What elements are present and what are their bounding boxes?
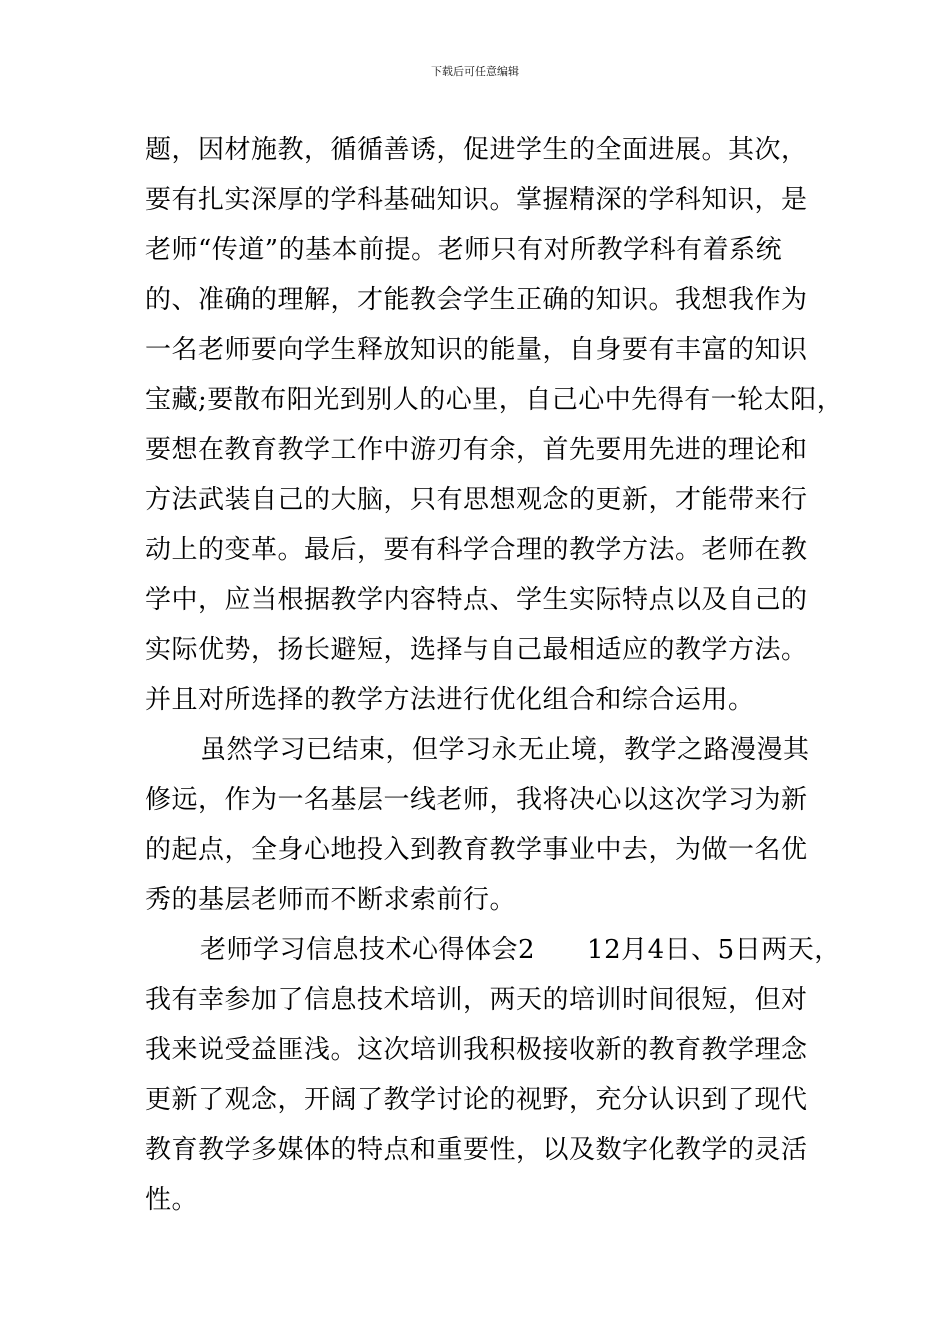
- text-line: 的起点，全身心地投入到教育教学事业中去，为做一名优: [145, 835, 808, 865]
- text-line: 动上的变革。最后，要有科学合理的教学方法。老师在教: [145, 535, 808, 565]
- section-date-text: 12月4日、5日两天，: [587, 935, 841, 965]
- text-line: 并且对所选择的教学方法进行优化组合和综合运用。: [145, 685, 755, 715]
- text-line: 实际优势，扬长避短，选择与自己最相适应的教学方法。: [145, 635, 808, 665]
- text-line: 修远，作为一名基层一线老师，我将决心以这次学习为新: [145, 785, 808, 815]
- text-line: 更新了观念，开阔了教学讨论的视野，充分认识到了现代: [145, 1085, 808, 1115]
- text-line: 我有幸参加了信息技术培训，两天的培训时间很短，但对: [145, 985, 808, 1015]
- section-title: 老师学习信息技术心得体会2: [200, 935, 536, 965]
- document-body: [145, 125, 844, 1225]
- text-line: 要有扎实深厚的学科基础知识。掌握精深的学科知识，是: [145, 185, 808, 215]
- text-line: 一名老师要向学生释放知识的能量，自身要有丰富的知识: [145, 335, 808, 365]
- text-line: 方法武装自己的大脑，只有思想观念的更新，才能带来行: [145, 485, 808, 515]
- page-header: 下载后可任意编辑: [431, 65, 519, 78]
- text-line: 秀的基层老师而不断求索前行。: [145, 885, 517, 915]
- text-line: 老师“传道”的基本前提。老师只有对所教学科有着系统: [145, 235, 783, 265]
- text-line: 宝藏;要散布阳光到别人的心里，自己心中先得有一轮太阳，: [145, 385, 844, 415]
- text-line: 教育教学多媒体的特点和重要性，以及数字化教学的灵活: [145, 1135, 808, 1165]
- section-heading-line: [145, 925, 841, 975]
- text-line: 性。: [145, 1185, 199, 1215]
- text-line: 要想在教育教学工作中游刃有余，首先要用先进的理论和: [145, 435, 808, 465]
- paragraph-start-line: 虽然学习已结束，但学习永无止境，教学之路漫漫其: [200, 735, 810, 765]
- text-line: 题，因材施教，循循善诱，促进学生的全面进展。其次，: [145, 135, 808, 165]
- text-line: 的、准确的理解，才能教会学生正确的知识。我想我作为: [145, 285, 808, 315]
- text-line: 我来说受益匪浅。这次培训我积极接收新的教育教学理念: [145, 1035, 808, 1065]
- text-line: 学中，应当根据教学内容特点、学生实际特点以及自己的: [145, 585, 808, 615]
